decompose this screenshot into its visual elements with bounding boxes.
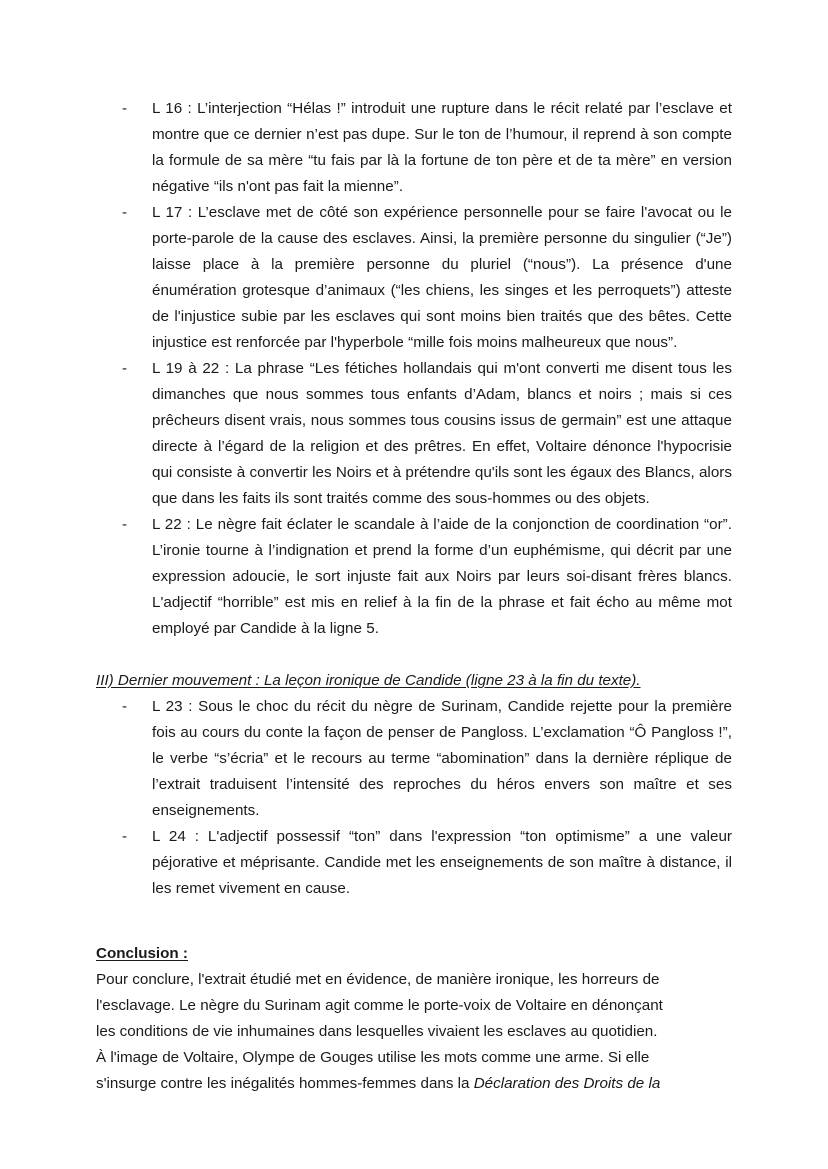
list-item [96,96,732,200]
bullet-dash-icon: - [122,360,128,377]
conclusion-line: l'esclavage. Le nègre du Surinam agit comme le porte-voix de Voltaire en dénonçant [96,997,663,1014]
list-item [96,200,732,356]
list-item-text: L 17 : L’esclave met de côté son expérience personnelle pour se faire l'avocat ou le porte-parole de la cause des esclaves. Ainsi, la première personne du singulier (“Je”) laisse place à la première personne du pluriel (“nous”). La présence d'une énumération grotesque d’animaux (“les chiens, les singes et les perroquets”) atteste de l'injustice subie par les esclaves qui sont moins bien traités que des bêtes. Cette injustice est renforcée par l'hyperbole “mille fois moins malheureux que nous”. [152,204,732,351]
list-item-text: L 16 : L’interjection “Hélas !” introduit une rupture dans le récit relaté par l’esclave et montre que ce dernier n’est pas dupe. Sur le ton de l’humour, il reprend à son compte la formule de sa mère “tu fais par là la fortune de ton père et de ta mère” en version négative “ils n'ont pas fait la mienne”. [152,100,732,195]
list-item [96,694,732,824]
list-item-text: L 22 : Le nègre fait éclater le scandale à l’aide de la conjonction de coordination “or”. L’ironie tourne à l’indignation et prend la forme d’un euphémisme, qui décrit par une expression adoucie, le sort injuste fait aux Noirs par leurs soi-disant frères blancs. L'adjectif “horrible” est mis en relief à la fin de la phrase et fait écho au même mot employé par Candide à la ligne 5. [152,516,732,637]
spacer [96,928,732,941]
bullet-dash-icon: - [122,698,128,715]
bullet-dash-icon: - [122,204,128,221]
list-item [96,512,732,642]
bullet-dash-icon: - [122,100,128,117]
document-body [96,96,732,1097]
conclusion-line: Pour conclure, l'extrait étudié met en évidence, de manière ironique, les horreurs de [96,971,660,988]
conclusion-line: À l'image de Voltaire, Olympe de Gouges utilise les mots comme une arme. Si elle [96,1049,650,1066]
conclusion-heading: Conclusion : [96,945,188,962]
conclusion-line: les conditions de vie inhumaines dans lesquelles vivaient les esclaves au quotidien. [96,1023,658,1040]
list-item-text: L 23 : Sous le choc du récit du nègre de Surinam, Candide rejette pour la première fois au cours du conte la façon de penser de Pangloss. L’exclamation “Ô Pangloss !”, le verbe “s’écria” et le recours au terme “abomination” dans la dernière réplique de l’extrait traduisent l’intensité des reproches du héros envers son maître et ses enseignements. [152,698,732,819]
bullet-dash-icon: - [122,828,128,845]
section-heading-part3: III) Dernier mouvement : La leçon ironique de Candide (ligne 23 à la fin du texte). [96,672,641,689]
list-item-text: L 24 : L'adjectif possessif “ton” dans l'expression “ton optimisme” a une valeur péjorative et méprisante. Candide met les enseignements de son maître à distance, il les remet vivement en cause. [152,828,732,897]
conclusion-paragraph [96,967,732,1097]
list-item-text: L 19 à 22 : La phrase “Les fétiches hollandais qui m'ont converti me disent tous les dimanches que nous sommes tous enfants d’Adam, blancs et noirs ; mais si ces prêcheurs disent vrais, nous sommes tous cousins issus de germain” est une attaque directe à l’égard de la religion et des prêtres. En effet, Voltaire dénonce l'hypocrisie qui consiste à convertir les Noirs et à prétendre qu'ils sont les égaux des Blancs, alors que dans les faits ils sont traités comme des sous-hommes ou des objets. [152,360,732,507]
list-item [96,824,732,902]
analysis-bullet-list-part3 [96,694,732,902]
conclusion-line [96,1071,732,1097]
list-item [96,356,732,512]
conclusion-line-text: s'insurge contre les inégalités hommes-femmes dans la [96,1075,474,1092]
bullet-dash-icon: - [122,516,128,533]
work-title-italic: Déclaration des Droits de la [473,1075,661,1092]
spacer [96,642,732,668]
spacer [96,902,732,928]
analysis-bullet-list-part2 [96,96,732,642]
